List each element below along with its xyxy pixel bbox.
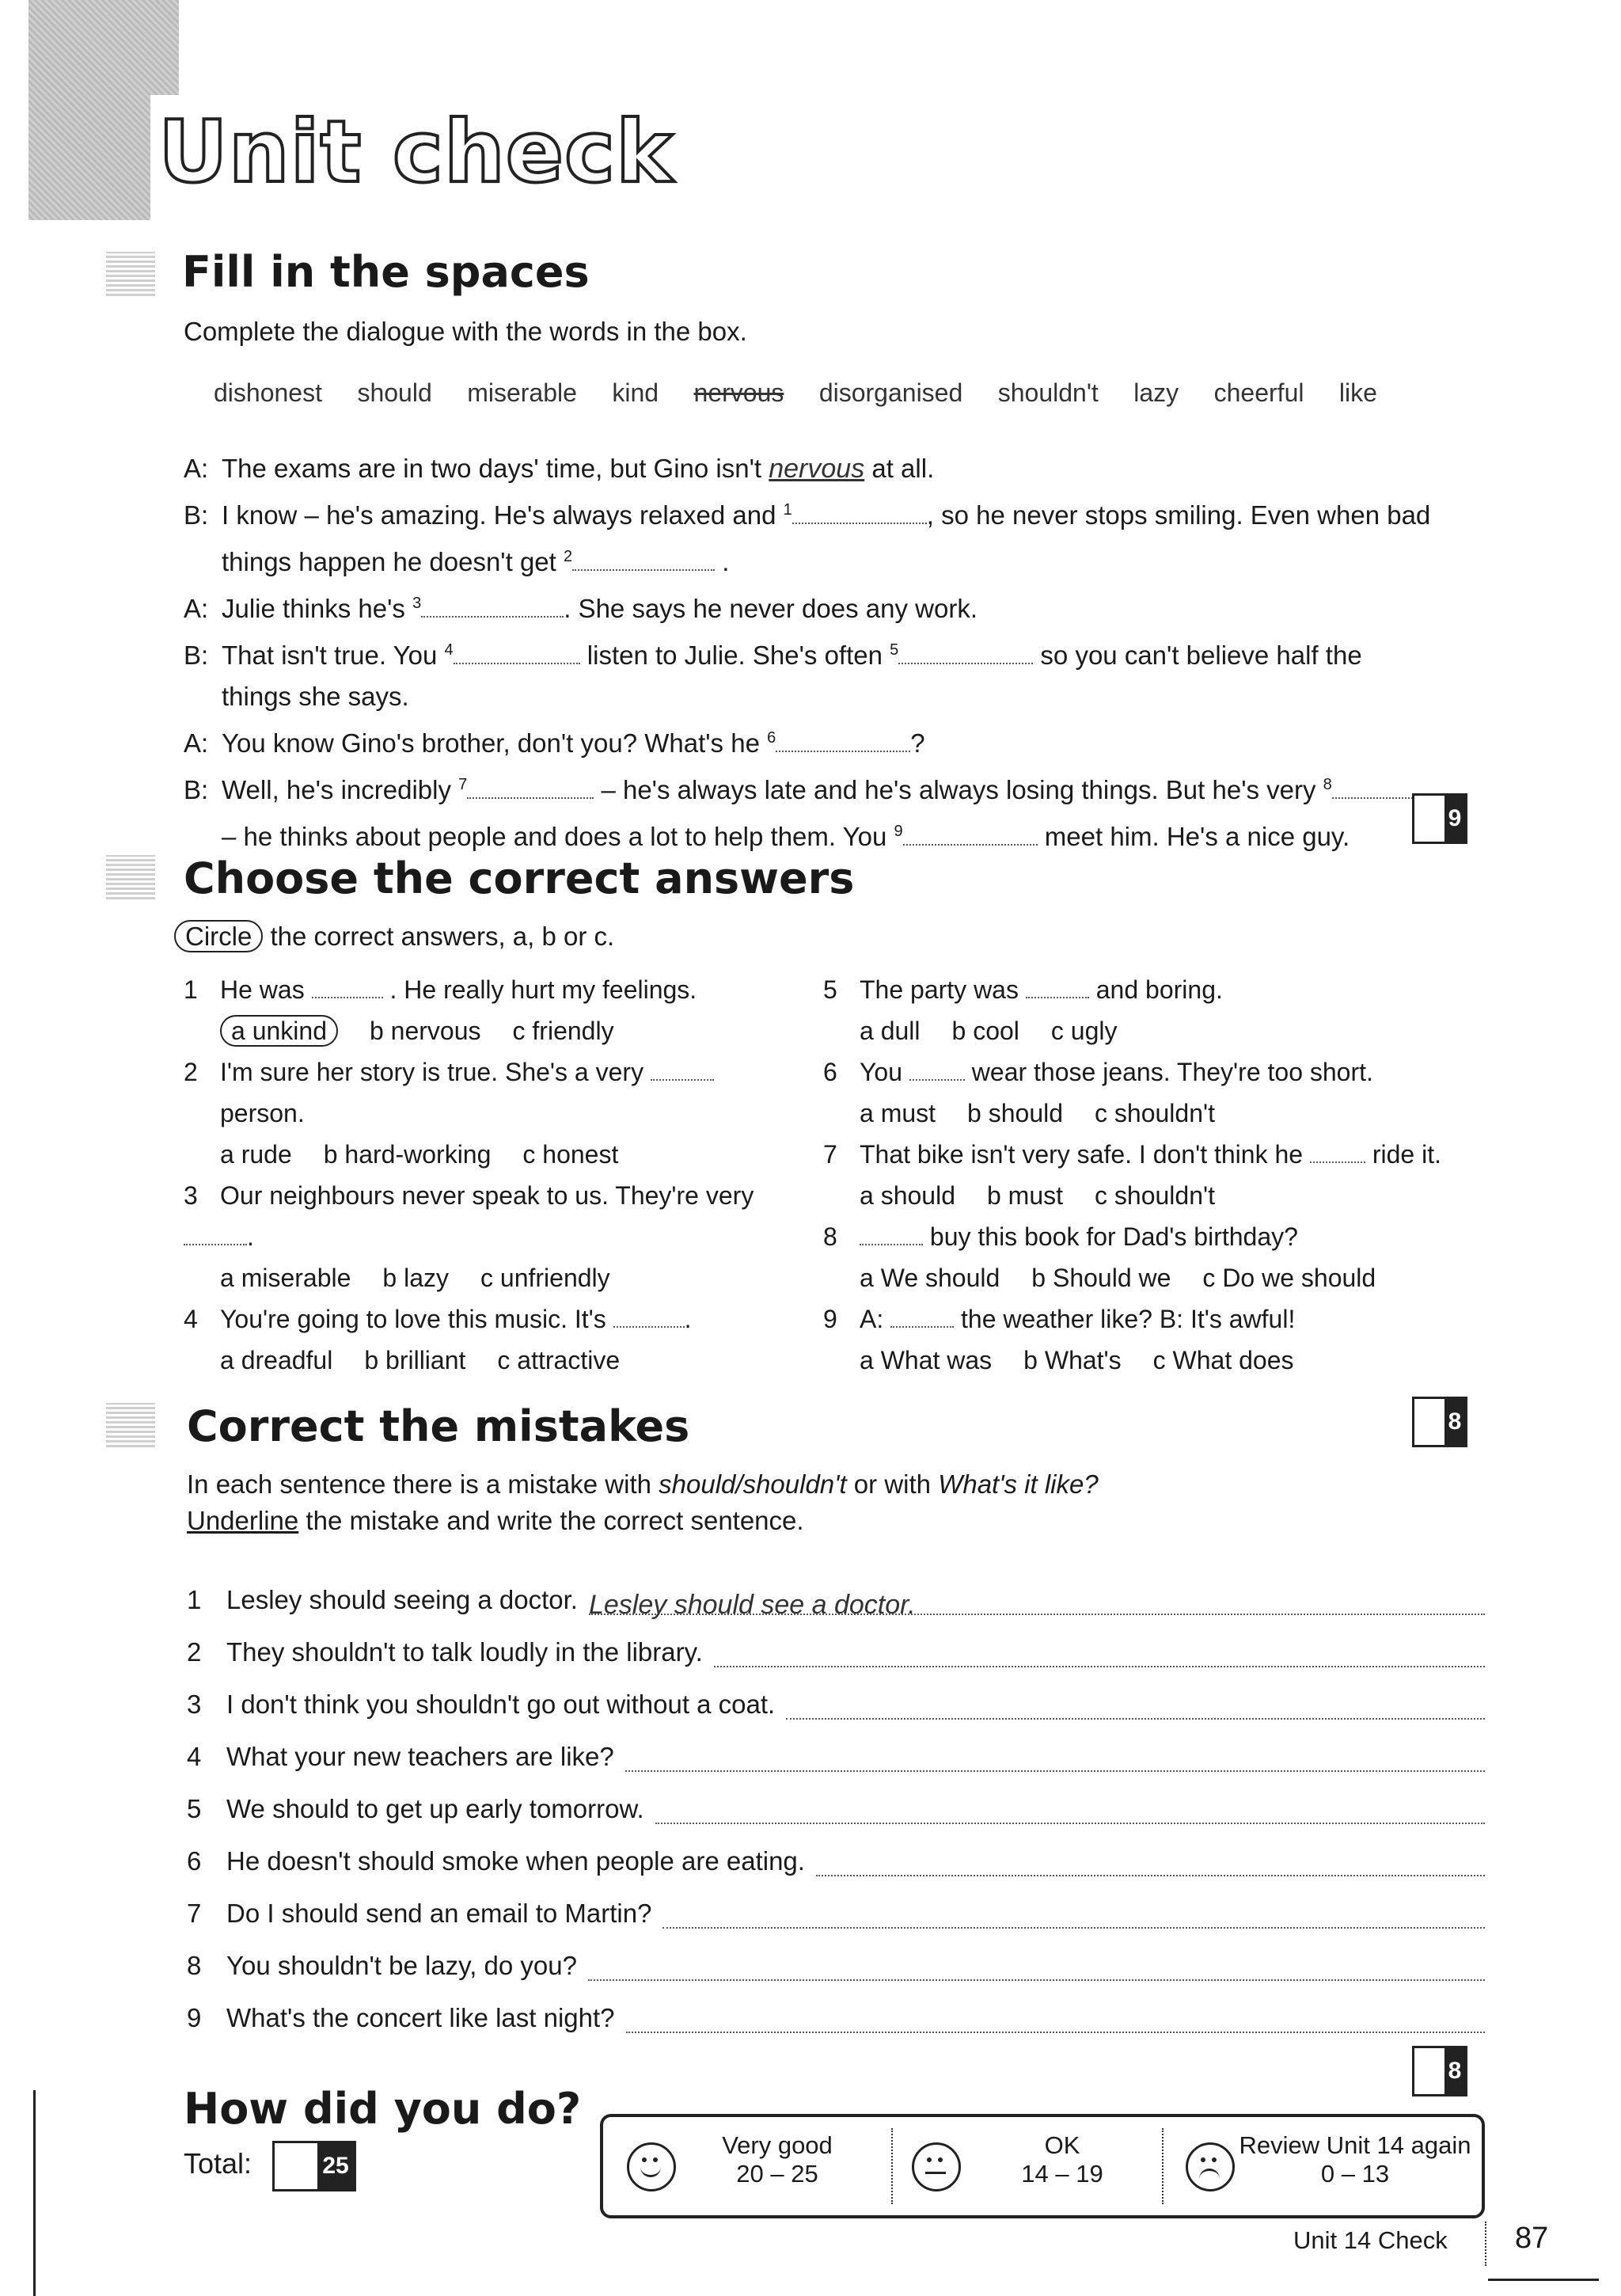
answer-blank[interactable] — [467, 774, 594, 799]
option[interactable]: c Do we should — [1202, 1264, 1376, 1292]
instruction-text: the correct answers, a, b or c. — [270, 922, 615, 951]
item-number: 7 — [187, 1899, 202, 1928]
answer-blank[interactable] — [1310, 1138, 1365, 1163]
word: lazy — [1133, 378, 1179, 407]
instr-underline: Underline — [187, 1506, 299, 1535]
item-number: 5 — [187, 1794, 202, 1823]
q-number: 2 — [184, 1058, 198, 1086]
score-box[interactable] — [1412, 2046, 1467, 2096]
word: miserable — [467, 378, 577, 407]
item-sentence: He doesn't should smoke when people are eating. — [226, 1846, 805, 1876]
answer-line[interactable] — [662, 1903, 1485, 1929]
option[interactable]: b What's — [1023, 1346, 1122, 1374]
option[interactable]: c ugly — [1050, 1017, 1118, 1045]
rating-range: 0 – 13 — [1320, 2160, 1390, 2188]
section-instruction — [174, 922, 614, 952]
q-text: The party was — [860, 975, 1019, 1004]
score-value: 8 — [1444, 1399, 1465, 1445]
score-box[interactable] — [1412, 1397, 1467, 1447]
item-sentence: We should to get up early tomorrow. — [226, 1794, 644, 1823]
instr-text: the mistake and write the correct sentence. — [298, 1506, 804, 1535]
instr-text: In each sentence there is a mistake with — [187, 1469, 659, 1499]
instr-text: or with — [846, 1469, 939, 1499]
rating-label: Very good — [722, 2131, 833, 2159]
q-text: . — [684, 1305, 692, 1333]
answer-blank[interactable] — [421, 592, 564, 618]
answer-blank[interactable] — [651, 1055, 714, 1081]
q-text: He was — [220, 975, 305, 1004]
q-text: I'm sure her story is true. She's a very — [220, 1058, 644, 1086]
mistakes-list — [187, 1563, 1485, 2033]
option[interactable]: b brilliant — [364, 1346, 466, 1374]
rating-ok — [967, 2117, 1157, 2229]
q-number: 5 — [823, 975, 837, 1004]
score-box[interactable] — [1412, 793, 1467, 844]
answer-line[interactable] — [626, 2008, 1485, 2033]
rating-range: 14 – 19 — [1021, 2160, 1103, 2188]
option[interactable]: b must — [986, 1181, 1064, 1210]
neutral-face-icon — [912, 2142, 961, 2191]
section-heading-choose: Choose the correct answers — [184, 853, 855, 903]
margin-rule — [33, 2090, 36, 2296]
word: disorganised — [818, 378, 963, 407]
q-number: 7 — [823, 1140, 837, 1169]
item-number: 1 — [187, 1585, 202, 1614]
q-text: You're going to love this music. It's — [220, 1305, 606, 1333]
answer-blank[interactable] — [792, 499, 927, 524]
section-icon — [106, 252, 155, 296]
smile-face-icon — [627, 2142, 676, 2191]
total-label: Total: — [184, 2147, 252, 2180]
option[interactable]: c shouldn't — [1095, 1099, 1215, 1127]
option[interactable]: a must — [860, 1099, 936, 1127]
answer-blank[interactable] — [776, 727, 910, 752]
word: shouldn't — [997, 378, 1099, 407]
total-score-box[interactable] — [272, 2141, 356, 2191]
item-sentence: They shouldn't to talk loudly in the library. — [226, 1637, 703, 1667]
q-number: 1 — [184, 975, 198, 1004]
item-number: 6 — [187, 1846, 202, 1876]
example-answer: Lesley should see a doctor. — [588, 1590, 916, 1620]
example-answer: nervous — [769, 454, 865, 484]
answer-blank[interactable] — [890, 1302, 954, 1328]
option-circled[interactable]: a unkind — [220, 1015, 338, 1047]
item-number: 9 — [187, 2003, 202, 2032]
option[interactable]: a dreadful — [220, 1346, 333, 1374]
option[interactable]: b should — [967, 1099, 1064, 1127]
option[interactable]: a We should — [860, 1264, 1000, 1292]
item-number: 4 — [187, 1742, 202, 1771]
q-text: buy this book for Dad's birthday? — [929, 1222, 1298, 1251]
circle-word: Circle — [174, 920, 263, 952]
q-text: Our neighbours never speak to us. They're very — [220, 1181, 754, 1210]
answer-blank[interactable] — [898, 639, 1033, 664]
footer-heading: How did you do? — [184, 2084, 582, 2134]
word: cheerful — [1213, 378, 1304, 407]
answer-blank[interactable] — [613, 1302, 685, 1328]
word-struck: nervous — [693, 378, 784, 407]
page-title: Unit check — [158, 103, 674, 202]
q-text: ride it. — [1372, 1140, 1441, 1169]
page-corner-rule — [1488, 2279, 1599, 2281]
section-icon — [106, 1403, 155, 1447]
rating-review — [1236, 2117, 1474, 2229]
question-column-left — [184, 969, 817, 1381]
q-text: the weather like? B: It's awful! — [961, 1305, 1296, 1333]
word: dishonest — [214, 378, 322, 407]
answer-blank[interactable] — [860, 1220, 923, 1245]
q-text: person. — [220, 1099, 305, 1127]
rating-very-good — [682, 2117, 872, 2229]
item-sentence: I don't think you shouldn't go out without a coat. — [226, 1690, 776, 1719]
q-text: . — [247, 1222, 254, 1251]
answer-blank[interactable] — [1026, 973, 1089, 998]
dialogue: A: The exams are in two days' time, but Gino isn't nervous at all. B: I know – he's amazing. He's always relaxed and $^1$ , so he never stops smiling. Even when bad things happen he doesn't get $^2$ . A: Julie thinks he's $^3$ . She says he never does any work. B: That isn't true. You $^4$ listen to Julie. She's often $^5$ so you can't believe half the things she says. A: You know Gino's brother, don't you? What's he $^6$ ? B: Well, he's incredibly $^7$ – he's always late and he's always losing things. But he's very $^8$ – he thinks about people and does a lot to help them. You $^9$ meet him. He's a nice guy. — [184, 448, 1482, 857]
option[interactable]: a miserable — [220, 1264, 351, 1292]
item-number: 2 — [187, 1637, 202, 1667]
q-number: 3 — [184, 1181, 198, 1210]
item-sentence: What your new teachers are like? — [226, 1742, 614, 1771]
option[interactable]: c unfriendly — [480, 1264, 610, 1292]
answer-line[interactable] — [655, 1799, 1485, 1824]
answer-line[interactable] — [625, 1747, 1485, 1772]
rating-label: Review Unit 14 again — [1239, 2131, 1471, 2159]
option[interactable]: a should — [860, 1181, 955, 1210]
word: like — [1338, 378, 1377, 407]
q-text: and boring. — [1095, 975, 1223, 1004]
instr-italic: What's it like? — [938, 1469, 1099, 1499]
section-heading-correct: Correct the mistakes — [187, 1401, 690, 1451]
section-icon — [106, 855, 155, 899]
item-number: 3 — [187, 1690, 202, 1719]
sad-face-icon — [1186, 2142, 1235, 2191]
option[interactable]: c shouldn't — [1095, 1181, 1215, 1210]
page-divider — [1485, 2222, 1488, 2266]
answer-line[interactable] — [588, 1590, 1485, 1620]
section-instruction: Complete the dialogue with the words in the box. — [184, 317, 747, 346]
q-number: 8 — [823, 1222, 837, 1251]
option[interactable]: b cool — [951, 1017, 1019, 1045]
option[interactable]: a dull — [860, 1017, 921, 1045]
rating-range: 20 – 25 — [736, 2160, 818, 2188]
q-number: 4 — [184, 1305, 198, 1333]
answer-blank[interactable] — [572, 545, 715, 571]
option[interactable]: b lazy — [382, 1264, 449, 1292]
rating-label: OK — [1044, 2131, 1080, 2159]
total-score-value: 25 — [317, 2143, 354, 2189]
page-number: 87 — [1515, 2222, 1549, 2255]
answer-line[interactable] — [714, 1642, 1485, 1667]
q-text: . He really hurt my feelings. — [389, 975, 697, 1004]
option[interactable]: c What does — [1152, 1346, 1294, 1374]
option[interactable]: b nervous — [369, 1017, 481, 1045]
item-sentence: Do I should send an email to Martin? — [226, 1899, 652, 1928]
q-text: wear those jeans. They're too short. — [971, 1058, 1373, 1086]
q-text: A: — [860, 1305, 884, 1333]
option[interactable]: a What was — [860, 1346, 993, 1374]
item-sentence: What's the concert like last night? — [226, 2003, 615, 2032]
section-heading-fill: Fill in the spaces — [182, 247, 590, 297]
option[interactable]: b Should we — [1031, 1264, 1171, 1292]
word: kind — [612, 378, 659, 407]
instr-italic: should/shouldn't — [659, 1469, 847, 1499]
option[interactable]: c honest — [522, 1140, 619, 1169]
score-value: 9 — [1444, 796, 1465, 842]
answer-blank[interactable] — [312, 973, 383, 998]
q-text: You — [860, 1058, 902, 1086]
item-number: 8 — [187, 1951, 202, 1980]
score-value: 8 — [1444, 2048, 1465, 2094]
option[interactable]: c friendly — [512, 1017, 614, 1045]
q-number: 9 — [823, 1305, 837, 1333]
word-box — [214, 378, 1409, 408]
rating-panel — [600, 2114, 1485, 2218]
answer-line[interactable] — [816, 1851, 1485, 1876]
word: should — [357, 378, 432, 407]
option[interactable]: c attractive — [497, 1346, 621, 1374]
section-instruction — [187, 1466, 1099, 1539]
answer-line[interactable] — [786, 1694, 1485, 1720]
q-number: 6 — [823, 1058, 837, 1086]
item-sentence: You shouldn't be lazy, do you? — [226, 1951, 577, 1980]
option[interactable]: b hard-working — [323, 1140, 492, 1169]
answer-line[interactable] — [588, 1956, 1485, 1981]
answer-blank[interactable] — [909, 1055, 965, 1081]
q-text: That bike isn't very safe. I don't think he — [860, 1140, 1304, 1169]
answer-blank[interactable] — [454, 639, 580, 664]
page-label: Unit 14 Check — [1293, 2226, 1448, 2254]
answer-blank[interactable] — [184, 1220, 247, 1245]
option[interactable]: a rude — [220, 1140, 292, 1169]
answer-blank[interactable] — [903, 820, 1038, 846]
item-sentence: Lesley should seeing a doctor. — [226, 1585, 578, 1614]
question-column-right — [823, 969, 1504, 1381]
